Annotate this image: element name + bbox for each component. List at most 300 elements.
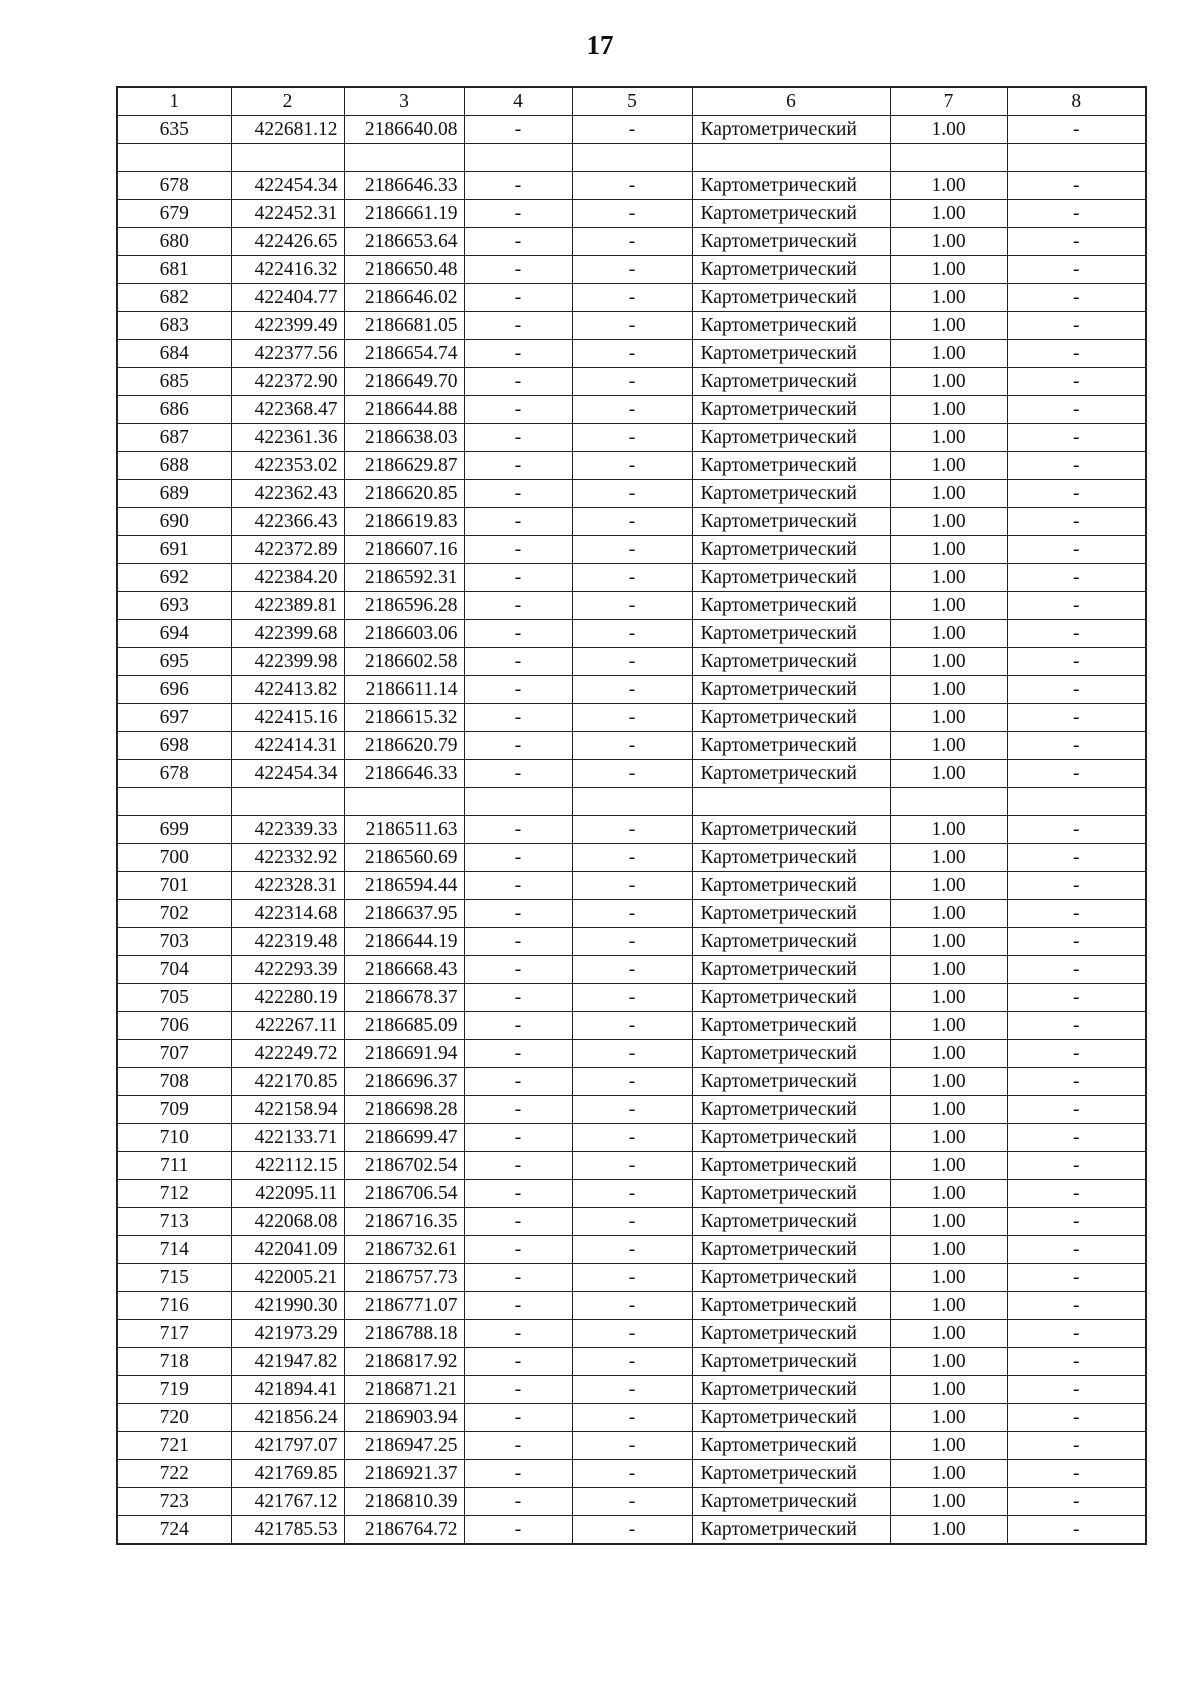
table-cell: 719 xyxy=(117,1376,231,1404)
table-cell: Картометрический xyxy=(692,228,890,256)
table-cell: - xyxy=(464,1348,572,1376)
table-cell: Картометрический xyxy=(692,1124,890,1152)
table-cell: - xyxy=(1007,844,1146,872)
table-cell: 2186903.94 xyxy=(344,1404,464,1432)
table-cell: 2186637.95 xyxy=(344,900,464,928)
table-cell: - xyxy=(572,816,692,844)
table-row xyxy=(117,1012,1146,1040)
table-cell: 422452.31 xyxy=(231,200,344,228)
table-row xyxy=(117,1488,1146,1516)
table-cell: - xyxy=(572,732,692,760)
table-cell: 681 xyxy=(117,256,231,284)
table-cell: - xyxy=(572,368,692,396)
table-cell: - xyxy=(1007,816,1146,844)
table-cell: - xyxy=(1007,452,1146,480)
table-cell: - xyxy=(464,1096,572,1124)
table-cell: 695 xyxy=(117,648,231,676)
table-cell xyxy=(231,788,344,816)
table-cell: 686 xyxy=(117,396,231,424)
table-cell: 1.00 xyxy=(890,536,1007,564)
table-cell: 422068.08 xyxy=(231,1208,344,1236)
table-cell: - xyxy=(1007,984,1146,1012)
table-cell: - xyxy=(572,312,692,340)
table-cell: - xyxy=(464,760,572,788)
table-cell: 1.00 xyxy=(890,704,1007,732)
table-cell: Картометрический xyxy=(692,1488,890,1516)
table-cell: - xyxy=(572,508,692,536)
table-cell: - xyxy=(572,1040,692,1068)
table-cell: 422372.90 xyxy=(231,368,344,396)
table-cell: - xyxy=(572,1236,692,1264)
table-cell: - xyxy=(464,1236,572,1264)
table-row xyxy=(117,1292,1146,1320)
table-cell: 421973.29 xyxy=(231,1320,344,1348)
table-cell: - xyxy=(1007,900,1146,928)
table-cell: 2186921.37 xyxy=(344,1460,464,1488)
table-cell xyxy=(464,788,572,816)
table-cell: 720 xyxy=(117,1404,231,1432)
table-cell: - xyxy=(1007,704,1146,732)
table-cell: Картометрический xyxy=(692,536,890,564)
table-cell: - xyxy=(1007,340,1146,368)
table-cell: Картометрический xyxy=(692,116,890,144)
table-cell: - xyxy=(572,172,692,200)
table-cell: - xyxy=(464,1488,572,1516)
table-cell: 1.00 xyxy=(890,1376,1007,1404)
table-cell: 1.00 xyxy=(890,844,1007,872)
table-row xyxy=(117,228,1146,256)
table-cell: 422328.31 xyxy=(231,872,344,900)
table-cell xyxy=(890,144,1007,172)
table-row xyxy=(117,1180,1146,1208)
table-cell: 2186646.02 xyxy=(344,284,464,312)
table-cell: 699 xyxy=(117,816,231,844)
table-cell: 422681.12 xyxy=(231,116,344,144)
table-cell: 682 xyxy=(117,284,231,312)
header-cell-2: 2 xyxy=(231,87,344,116)
table-row xyxy=(117,480,1146,508)
table-cell: 2186871.21 xyxy=(344,1376,464,1404)
table-cell: 1.00 xyxy=(890,760,1007,788)
table-cell: 702 xyxy=(117,900,231,928)
table-cell: 422293.39 xyxy=(231,956,344,984)
table-cell: 1.00 xyxy=(890,228,1007,256)
table-row xyxy=(117,1040,1146,1068)
table-cell: 1.00 xyxy=(890,1068,1007,1096)
table-cell xyxy=(1007,144,1146,172)
table-cell: Картометрический xyxy=(692,1096,890,1124)
table-cell: Картометрический xyxy=(692,424,890,452)
table-cell: 2186678.37 xyxy=(344,984,464,1012)
table-cell: 2186649.70 xyxy=(344,368,464,396)
coordinates-table xyxy=(116,86,1147,1545)
table-cell: - xyxy=(572,956,692,984)
table-cell: 422280.19 xyxy=(231,984,344,1012)
table-row xyxy=(117,1460,1146,1488)
table-cell: 2186653.64 xyxy=(344,228,464,256)
table-row xyxy=(117,900,1146,928)
table-cell: - xyxy=(464,1068,572,1096)
table-cell: - xyxy=(464,172,572,200)
table-cell: Картометрический xyxy=(692,1264,890,1292)
table-cell: 2186716.35 xyxy=(344,1208,464,1236)
table-cell: 635 xyxy=(117,116,231,144)
table-cell: 2186611.14 xyxy=(344,676,464,704)
table-row xyxy=(117,760,1146,788)
table-row xyxy=(117,256,1146,284)
table-cell: - xyxy=(572,480,692,508)
table-cell: Картометрический xyxy=(692,368,890,396)
table-cell: 2186817.92 xyxy=(344,1348,464,1376)
table-cell: - xyxy=(1007,1264,1146,1292)
table-cell: 2186620.79 xyxy=(344,732,464,760)
table-row xyxy=(117,648,1146,676)
table-cell: 1.00 xyxy=(890,368,1007,396)
table-cell: - xyxy=(1007,116,1146,144)
table-cell: - xyxy=(1007,424,1146,452)
table-cell: Картометрический xyxy=(692,172,890,200)
table-cell: - xyxy=(572,1320,692,1348)
table-cell: 422366.43 xyxy=(231,508,344,536)
table-cell: 422399.49 xyxy=(231,312,344,340)
header-cell-8: 8 xyxy=(1007,87,1146,116)
header-cell-6: 6 xyxy=(692,87,890,116)
table-cell xyxy=(464,144,572,172)
table-cell: 2186685.09 xyxy=(344,1012,464,1040)
table-cell: - xyxy=(572,1068,692,1096)
table-cell: 422399.68 xyxy=(231,620,344,648)
table-cell: 1.00 xyxy=(890,396,1007,424)
table-cell: - xyxy=(572,676,692,704)
table-cell: 2186681.05 xyxy=(344,312,464,340)
table-cell: 1.00 xyxy=(890,900,1007,928)
table-cell: 1.00 xyxy=(890,1096,1007,1124)
table-cell: - xyxy=(572,1432,692,1460)
table-cell: 422362.43 xyxy=(231,480,344,508)
table-cell: 704 xyxy=(117,956,231,984)
table-row xyxy=(117,1096,1146,1124)
table-separator-row xyxy=(117,144,1146,172)
table-cell: - xyxy=(464,368,572,396)
table-cell: Картометрический xyxy=(692,1432,890,1460)
table-cell: 2186764.72 xyxy=(344,1516,464,1545)
table-cell: Картометрический xyxy=(692,1460,890,1488)
table-cell: 706 xyxy=(117,1012,231,1040)
table-cell: Картометрический xyxy=(692,760,890,788)
table-cell: - xyxy=(464,816,572,844)
table-cell: 2186644.19 xyxy=(344,928,464,956)
table-cell: 2186706.54 xyxy=(344,1180,464,1208)
table-cell: Картометрический xyxy=(692,1068,890,1096)
table-cell: - xyxy=(1007,536,1146,564)
table-cell: - xyxy=(1007,620,1146,648)
table-cell: - xyxy=(572,1096,692,1124)
table-cell: 1.00 xyxy=(890,928,1007,956)
table-cell: - xyxy=(1007,648,1146,676)
table-row xyxy=(117,312,1146,340)
table-cell: - xyxy=(464,1264,572,1292)
table-body xyxy=(117,87,1146,1544)
table-cell: - xyxy=(464,928,572,956)
table-row xyxy=(117,1376,1146,1404)
table-cell: 710 xyxy=(117,1124,231,1152)
table-cell: 422133.71 xyxy=(231,1124,344,1152)
table-cell: - xyxy=(464,424,572,452)
table-cell: 721 xyxy=(117,1432,231,1460)
table-cell: 2186607.16 xyxy=(344,536,464,564)
table-cell: - xyxy=(572,284,692,312)
table-cell: - xyxy=(464,1320,572,1348)
table-row xyxy=(117,172,1146,200)
table-cell: - xyxy=(572,592,692,620)
table-row xyxy=(117,1124,1146,1152)
table-cell: - xyxy=(572,228,692,256)
table-cell: 1.00 xyxy=(890,116,1007,144)
table-cell: - xyxy=(464,564,572,592)
table-cell: 1.00 xyxy=(890,1208,1007,1236)
table-cell: 422415.16 xyxy=(231,704,344,732)
table-row xyxy=(117,396,1146,424)
table-cell xyxy=(1007,788,1146,816)
table-cell: 2186788.18 xyxy=(344,1320,464,1348)
table-cell: - xyxy=(572,984,692,1012)
table-cell: - xyxy=(1007,256,1146,284)
table-cell: - xyxy=(1007,760,1146,788)
table-cell: - xyxy=(572,340,692,368)
table-cell: - xyxy=(1007,508,1146,536)
table-cell: Картометрический xyxy=(692,928,890,956)
table-cell: - xyxy=(1007,1068,1146,1096)
table-cell: - xyxy=(464,648,572,676)
table-cell: - xyxy=(1007,1236,1146,1264)
table-row xyxy=(117,452,1146,480)
table-cell: 2186646.33 xyxy=(344,760,464,788)
table-row xyxy=(117,284,1146,312)
table-cell: 1.00 xyxy=(890,872,1007,900)
table-cell: 1.00 xyxy=(890,1348,1007,1376)
table-cell: 1.00 xyxy=(890,1460,1007,1488)
table-cell: - xyxy=(464,620,572,648)
table-cell: Картометрический xyxy=(692,592,890,620)
table-cell: 708 xyxy=(117,1068,231,1096)
table-cell: - xyxy=(572,1516,692,1545)
table-cell: - xyxy=(464,676,572,704)
table-cell: 2186661.19 xyxy=(344,200,464,228)
table-cell: 1.00 xyxy=(890,1292,1007,1320)
table-cell: 2186594.44 xyxy=(344,872,464,900)
table-cell: - xyxy=(464,284,572,312)
table-cell: - xyxy=(464,200,572,228)
table-cell: 693 xyxy=(117,592,231,620)
table-cell: Картометрический xyxy=(692,1376,890,1404)
table-cell: 715 xyxy=(117,1264,231,1292)
table-cell: 1.00 xyxy=(890,256,1007,284)
table-row xyxy=(117,1152,1146,1180)
table-cell: - xyxy=(572,760,692,788)
table-cell: 723 xyxy=(117,1488,231,1516)
table-cell: - xyxy=(1007,1348,1146,1376)
table-row xyxy=(117,564,1146,592)
table-cell: 689 xyxy=(117,480,231,508)
table-cell: 422041.09 xyxy=(231,1236,344,1264)
table-cell: - xyxy=(572,704,692,732)
table-cell: Картометрический xyxy=(692,620,890,648)
table-cell: - xyxy=(464,1376,572,1404)
table-cell: 722 xyxy=(117,1460,231,1488)
table-cell: 713 xyxy=(117,1208,231,1236)
table-cell: - xyxy=(464,592,572,620)
table-cell: - xyxy=(572,1404,692,1432)
table-cell: Картометрический xyxy=(692,256,890,284)
table-row xyxy=(117,928,1146,956)
table-cell: 2186646.33 xyxy=(344,172,464,200)
table-cell: 1.00 xyxy=(890,312,1007,340)
table-cell: - xyxy=(464,312,572,340)
table-cell: 707 xyxy=(117,1040,231,1068)
table-row xyxy=(117,984,1146,1012)
table-cell xyxy=(344,144,464,172)
table-cell: 422413.82 xyxy=(231,676,344,704)
table-row xyxy=(117,732,1146,760)
table-cell: 1.00 xyxy=(890,1124,1007,1152)
table-cell xyxy=(692,788,890,816)
table-cell: - xyxy=(572,1152,692,1180)
table-cell: 712 xyxy=(117,1180,231,1208)
table-cell: 1.00 xyxy=(890,676,1007,704)
table-cell: Картометрический xyxy=(692,1152,890,1180)
table-cell: 680 xyxy=(117,228,231,256)
table-cell: - xyxy=(572,1376,692,1404)
table-cell: 694 xyxy=(117,620,231,648)
table-cell: 422361.36 xyxy=(231,424,344,452)
table-cell: Картометрический xyxy=(692,1320,890,1348)
table-cell: 1.00 xyxy=(890,508,1007,536)
table-cell: 1.00 xyxy=(890,424,1007,452)
table-cell: - xyxy=(572,928,692,956)
table-cell: 1.00 xyxy=(890,1236,1007,1264)
table-cell: 1.00 xyxy=(890,1264,1007,1292)
header-cell-4: 4 xyxy=(464,87,572,116)
table-cell: - xyxy=(1007,368,1146,396)
table-cell: - xyxy=(464,1040,572,1068)
table-cell: - xyxy=(1007,1292,1146,1320)
table-cell: - xyxy=(464,1152,572,1180)
table-cell: 1.00 xyxy=(890,956,1007,984)
table-cell: Картометрический xyxy=(692,704,890,732)
table-cell: Картометрический xyxy=(692,200,890,228)
table-row xyxy=(117,536,1146,564)
table-row xyxy=(117,592,1146,620)
table-row xyxy=(117,956,1146,984)
table-cell: 421947.82 xyxy=(231,1348,344,1376)
table-cell: Картометрический xyxy=(692,312,890,340)
table-cell: 421769.85 xyxy=(231,1460,344,1488)
table-cell: - xyxy=(572,620,692,648)
table-cell: 422399.98 xyxy=(231,648,344,676)
table-cell: - xyxy=(464,956,572,984)
table-cell: Картометрический xyxy=(692,480,890,508)
table-row xyxy=(117,1516,1146,1545)
table-cell: Картометрический xyxy=(692,648,890,676)
table-row xyxy=(117,1208,1146,1236)
table-row xyxy=(117,620,1146,648)
table-cell: 711 xyxy=(117,1152,231,1180)
table-cell: - xyxy=(464,256,572,284)
table-cell: Картометрический xyxy=(692,284,890,312)
table-cell: 1.00 xyxy=(890,648,1007,676)
table-row xyxy=(117,1068,1146,1096)
table-cell: - xyxy=(464,396,572,424)
table-cell: - xyxy=(572,200,692,228)
page-number: 17 xyxy=(586,30,614,60)
table-cell: - xyxy=(572,900,692,928)
table-cell: 2186592.31 xyxy=(344,564,464,592)
table-row xyxy=(117,368,1146,396)
table-row xyxy=(117,508,1146,536)
table-cell: 421894.41 xyxy=(231,1376,344,1404)
table-cell: 422319.48 xyxy=(231,928,344,956)
table-cell: 2186668.43 xyxy=(344,956,464,984)
table-cell xyxy=(890,788,1007,816)
table-cell: 422426.65 xyxy=(231,228,344,256)
table-cell: - xyxy=(572,1488,692,1516)
header-cell-3: 3 xyxy=(344,87,464,116)
table-cell xyxy=(117,788,231,816)
table-cell: Картометрический xyxy=(692,816,890,844)
table-cell: - xyxy=(464,1404,572,1432)
table-cell: - xyxy=(572,872,692,900)
table-cell: - xyxy=(572,1264,692,1292)
table-cell: 701 xyxy=(117,872,231,900)
table-cell: 1.00 xyxy=(890,564,1007,592)
table-cell: 1.00 xyxy=(890,1180,1007,1208)
table-cell: - xyxy=(1007,312,1146,340)
table-cell: 421990.30 xyxy=(231,1292,344,1320)
table-cell: 2186702.54 xyxy=(344,1152,464,1180)
table-cell: 2186771.07 xyxy=(344,1292,464,1320)
table-row xyxy=(117,704,1146,732)
table-cell: - xyxy=(572,396,692,424)
table-cell: - xyxy=(464,536,572,564)
table-cell: 1.00 xyxy=(890,1516,1007,1545)
table-cell: 1.00 xyxy=(890,284,1007,312)
table-cell: - xyxy=(1007,1124,1146,1152)
table-cell: - xyxy=(1007,872,1146,900)
table-cell: - xyxy=(464,1460,572,1488)
table-cell: 2186732.61 xyxy=(344,1236,464,1264)
table-cell: 422158.94 xyxy=(231,1096,344,1124)
table-cell: 1.00 xyxy=(890,480,1007,508)
table-cell: - xyxy=(1007,1460,1146,1488)
table-cell: 2186654.74 xyxy=(344,340,464,368)
table-cell: 700 xyxy=(117,844,231,872)
table-cell: - xyxy=(464,704,572,732)
table-cell: Картометрический xyxy=(692,396,890,424)
table-cell: 422332.92 xyxy=(231,844,344,872)
table-cell: - xyxy=(1007,172,1146,200)
table-cell: 2186691.94 xyxy=(344,1040,464,1068)
table-cell: - xyxy=(572,1012,692,1040)
table-cell: - xyxy=(1007,1320,1146,1348)
table-cell: 703 xyxy=(117,928,231,956)
table-cell: 422339.33 xyxy=(231,816,344,844)
table-cell: - xyxy=(1007,1180,1146,1208)
table-cell: 691 xyxy=(117,536,231,564)
table-cell: - xyxy=(464,872,572,900)
table-cell: - xyxy=(464,1516,572,1545)
table-cell: - xyxy=(1007,284,1146,312)
table-cell: 687 xyxy=(117,424,231,452)
